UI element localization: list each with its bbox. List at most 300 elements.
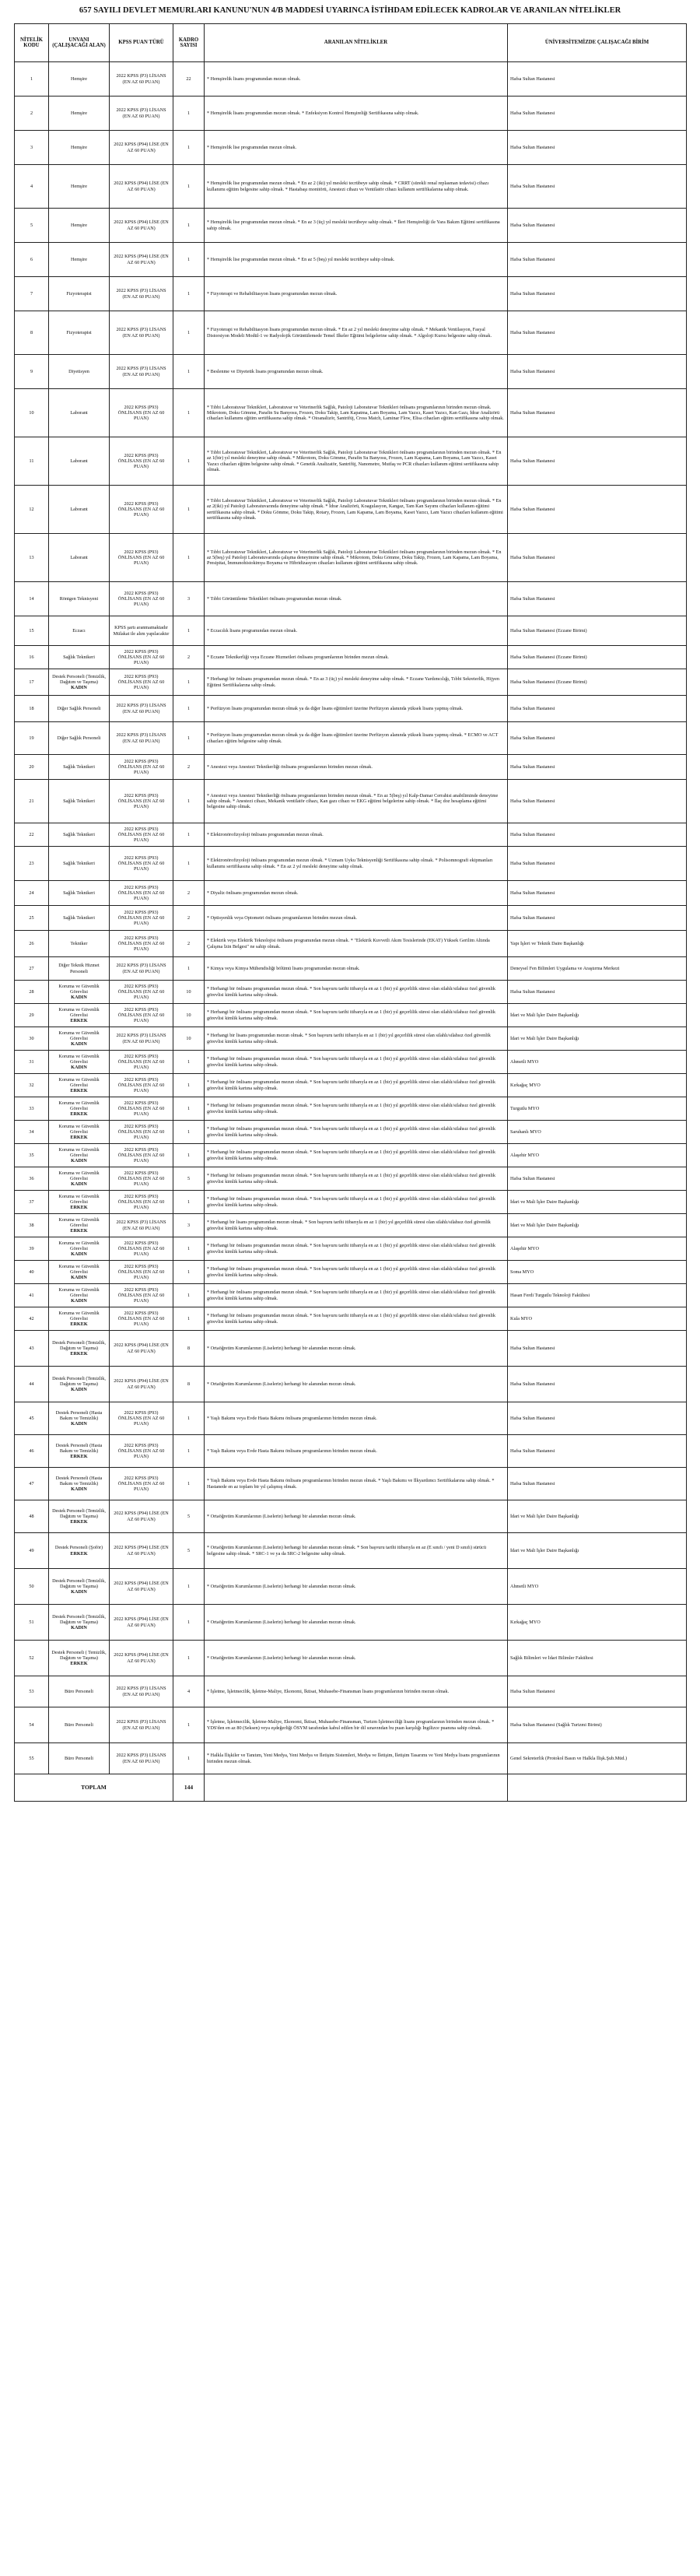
- row-requirements: * Herhangi bir önlisans programından mezun olmak. * Son başvuru tarihi itibarıyla en az 1 (bir) yıl geçerlilik süresi olan silahlı/silahsız özel güvenlik görevlisi kimlik kartına sahip olmak.: [205, 1307, 508, 1331]
- row-requirements: * Hemşirelik lisans programından mezun olmak.: [205, 62, 508, 97]
- table-row: [15, 847, 687, 881]
- table-row: [15, 1051, 687, 1074]
- row-kpss: 2022 KPSS (P94) LİSE (EN AZ 60 PUAN): [110, 1641, 173, 1676]
- row-title-text: Hemşire: [71, 256, 87, 262]
- row-kpss: 2022 KPSS (P93) ÖNLİSANS (EN AZ 60 PUAN): [110, 1144, 173, 1167]
- row-title-text: Destek Personeli (Temizlik, Dağıtım ve Taşıma): [52, 1507, 106, 1519]
- row-requirements: * Herhangi bir önlisans programından mezun olmak. * Son başvuru tarihi itibarıyla en az 1 (bir) yıl geçerlilik süresi olan silahlı/silahsız özel güvenlik görevlisi kimlik kartına sahip olmak.: [205, 1121, 508, 1144]
- row-title-text: Laborant: [70, 506, 88, 512]
- row-unit: Alaşehir MYO: [508, 1144, 687, 1167]
- row-title: [49, 957, 110, 981]
- row-requirements: * Tıbbi Laboratuvar Teknikleri, Laboratuvar ve Veterinerlik Sağlık, Patoloji Laboratuvar Teknikleri önlisans programlarının birinden mezun olmak. * En az 1(bir) yıl mesleki deneyime sahip olmak. * Mikrotom, Doku Gömme, Parafin Su Banyosu, Frozen, Lam Kapama, Lam Boyama, Lam Yazıcı, Kaset Yazıcı cihazları eğitim belgesine sahip olmak. * Genetik Analizatör, Santrifüj, Nanometre, Mutfaş ve PCR cihazları kullanım eğitimi sertifikasına sahip olmak.: [205, 437, 508, 486]
- row-unit: Hafsa Sultan Hastanesi: [508, 389, 687, 437]
- table-row: [15, 1435, 687, 1468]
- row-kpss: 2022 KPSS (P93) ÖNLİSANS (EN AZ 60 PUAN): [110, 534, 173, 582]
- row-kpss: 2022 KPSS (P94) LİSE (EN AZ 60 PUAN): [110, 1500, 173, 1533]
- row-count: 3: [173, 1214, 205, 1237]
- row-requirements: * Herhangi bir önlisans programından mezun olmak. * Son başvuru tarihi itibarıyla en az 1 (bir) yıl geçerlilik süresi olan silahlı/silahsız özel güvenlik görevlisi kimlik kartına sahip olmak.: [205, 1004, 508, 1027]
- row-title-text: Koruma ve Güvenlik Görevlisi: [58, 1006, 100, 1018]
- row-unit: İdari ve Mali İşler Daire Başkanlığı: [508, 1191, 687, 1214]
- row-unit: Sağlık Bilimleri ve İdari Bilimler Fakültesi: [508, 1641, 687, 1676]
- table-row: [15, 823, 687, 847]
- table-row: [15, 534, 687, 582]
- row-title: [49, 277, 110, 311]
- row-requirements: * Yaşlı Bakımı veya Evde Hasta Bakımı önlisans programlarının birinden mezun olmak. * Yaşlı Bakımı ve İlkyardımcı Sertifikalarına sahip olmak. * Hastanede en az toplam bir yıl çalışmış olmak.: [205, 1468, 508, 1500]
- row-count: 2: [173, 646, 205, 669]
- row-kpss: 2022 KPSS (P94) LİSE (EN AZ 60 PUAN): [110, 209, 173, 243]
- row-title-text: Koruma ve Güvenlik Görevlisi: [58, 1076, 100, 1088]
- row-title-text: Koruma ve Güvenlik Görevlisi: [58, 1310, 100, 1321]
- row-kpss: 2022 KPSS (P3) LİSANS (EN AZ 60 PUAN): [110, 696, 173, 722]
- row-title-text: Koruma ve Güvenlik Görevlisi: [58, 1193, 100, 1205]
- table-row: [15, 1191, 687, 1214]
- row-count: 1: [173, 1707, 205, 1743]
- row-gender: ERKEK: [70, 1321, 88, 1328]
- row-kpss: KPSS şartı aranmamaktadır Mülakat ile alım yapılacaktır: [110, 616, 173, 646]
- row-requirements: * Herhangi bir önlisans programından mezun olmak. * Son başvuru tarihi itibarıyla en az 1 (bir) yıl geçerlilik süresi olan silahlı/silahsız özel güvenlik görevlisi kimlik kartına sahip olmak.: [205, 1284, 508, 1307]
- row-code: 1: [15, 62, 49, 97]
- table-row: [15, 957, 687, 981]
- header-code: NİTELİK KODU: [15, 24, 49, 62]
- row-title-text: Laborant: [70, 554, 88, 560]
- row-title: [49, 1214, 110, 1237]
- row-title: [49, 1367, 110, 1402]
- row-unit: Hafsa Sultan Hastanesi: [508, 906, 687, 931]
- row-title-text: Fizyoterapist: [66, 290, 92, 297]
- row-requirements: * Diyaliz önlisans programından mezun olmak.: [205, 881, 508, 906]
- row-unit: Kırkağaç MYO: [508, 1074, 687, 1097]
- row-title-text: Diyetisyen: [68, 368, 89, 374]
- row-count: 1: [173, 311, 205, 355]
- total-empty-unit: [508, 1774, 687, 1802]
- row-requirements: * Tıbbi Görüntüleme Teknikleri önlisans programından mezun olmak.: [205, 582, 508, 616]
- row-unit: Hafsa Sultan Hastanesi: [508, 131, 687, 165]
- row-title-text: Hemşire: [71, 222, 87, 228]
- table-row: [15, 722, 687, 755]
- table-row: [15, 355, 687, 389]
- row-title-text: Koruma ve Güvenlik Görevlisi: [58, 1286, 100, 1298]
- table-row: [15, 1641, 687, 1676]
- row-unit: Hafsa Sultan Hastanesi (Eczane Birimi): [508, 669, 687, 696]
- row-kpss: 2022 KPSS (P93) ÖNLİSANS (EN AZ 60 PUAN): [110, 906, 173, 931]
- row-requirements: * Herhangi bir lisans programından mezun olmak. * Son başvuru tarihi itibarıyla en az 1 (bir) yıl geçerlilik süresi olan silahlı/silahsız özel güvenlik görevlisi kimlik kartına sahip olmak.: [205, 1214, 508, 1237]
- row-requirements: * Herhangi bir önlisans programından mezun olmak. * Son başvuru tarihi itibarıyla en az 1 (bir) yıl geçerlilik süresi olan silahlı/silahsız özel güvenlik görevlisi kimlik kartına sahip olmak.: [205, 1167, 508, 1191]
- row-code: 15: [15, 616, 49, 646]
- row-requirements: * Fizyoterapi ve Rehabilitasyon lisans programından mezun olmak.: [205, 277, 508, 311]
- row-requirements: * Tıbbi Laboratuvar Teknikleri, Laboratuvar ve Veterinerlik Sağlık, Patoloji Laboratuvar Teknikleri önlisans programlarının birinden mezun olmak. * En az 5(beş) yıl Patoloji Laboratuvarında çalışma deneyimine sahip olmak. * Mikrotom, Doku Gömme, Doku Takip, Frozen, Lam Kapama, Lam Boyama, Presipitat, İmmunohistokimya Boyama ve Hibridizasyon cihazları kullanım eğitimi sertifikasına sahip olmak.: [205, 534, 508, 582]
- row-count: 1: [173, 486, 205, 534]
- table-row: [15, 981, 687, 1004]
- row-count: 1: [173, 437, 205, 486]
- row-unit: Hafsa Sultan Hastanesi: [508, 97, 687, 131]
- row-kpss: 2022 KPSS (P3) LİSANS (EN AZ 60 PUAN): [110, 1743, 173, 1774]
- row-count: 5: [173, 1500, 205, 1533]
- row-requirements: * Herhangi bir önlisans programından mezun olmak. * En az 3 (üç) yıl mesleki deneyime sahip olmak. * Eczane Yardımcılığı, Tıbbi Sekreterlik, Hijyen Eğitimi Sertifikalarına sahip olmak.: [205, 669, 508, 696]
- row-kpss: 2022 KPSS (P93) ÖNLİSANS (EN AZ 60 PUAN): [110, 823, 173, 847]
- row-code: 29: [15, 1004, 49, 1027]
- row-count: 1: [173, 1097, 205, 1121]
- row-kpss: 2022 KPSS (P3) LİSANS (EN AZ 60 PUAN): [110, 1027, 173, 1051]
- row-unit: Hafsa Sultan Hastanesi: [508, 722, 687, 755]
- row-title-text: Büro Personeli: [65, 1688, 93, 1694]
- table-row: [15, 311, 687, 355]
- row-count: 1: [173, 389, 205, 437]
- row-title: [49, 486, 110, 534]
- table-row: [15, 277, 687, 311]
- row-title-text: Sağlık Teknikeri: [63, 890, 95, 896]
- row-title: [49, 1468, 110, 1500]
- row-unit: Hasan Ferdi Turgutlu Teknoloji Fakültesi: [508, 1284, 687, 1307]
- row-code: 33: [15, 1097, 49, 1121]
- row-requirements: * Hemşirelik lise programından mezun olmak.: [205, 131, 508, 165]
- table-row: [15, 1237, 687, 1261]
- row-title-text: Eczacı: [72, 627, 86, 633]
- row-requirements: * Anestezi veya Anestezi Teknikerliği önlisans programlarının birinden mezun olmak. * En az 5(beş) yıl Kalp-Damar Cerrahisi anabiliminde deneyime sahip olmak. * Anestezi cihazı, Mekanik ventilatör cihazı, Kan gazı cihazı ve EKG eğitimi belgelerine sahip olmak. * İlaç doz hesaplama eğitimi belgesine sahip olmak.: [205, 780, 508, 823]
- row-count: 8: [173, 1367, 205, 1402]
- row-title-text: Diğer Teknik Hizmet Personeli: [58, 963, 100, 974]
- row-code: 8: [15, 311, 49, 355]
- row-requirements: * İşletme, İşletmecilik, İşletme-Maliye, Ekonomi, İktisat, Muhasebe-Finansman, Turizm İşletmeciliği lisans programlarının birinden mezun olmak. * YDS'den en az 80 (Seksen) veya eşdeğerliği ÖSYM tarafından kabul edilen bir dil sınavından bu puan karşılığı İngilizce puanına sahip olmak.: [205, 1707, 508, 1743]
- header-requirements: ARANILAN NİTELİKLER: [205, 24, 508, 62]
- row-requirements: * Eczacılık lisans programından mezun olmak.: [205, 616, 508, 646]
- row-code: 17: [15, 669, 49, 696]
- row-code: 18: [15, 696, 49, 722]
- row-title-text: Koruma ve Güvenlik Görevlisi: [58, 1146, 100, 1158]
- row-title-text: Hemşire: [71, 144, 87, 150]
- row-kpss: 2022 KPSS (P93) ÖNLİSANS (EN AZ 60 PUAN): [110, 1237, 173, 1261]
- row-count: 1: [173, 209, 205, 243]
- row-unit: Hafsa Sultan Hastanesi (Eczane Birimi): [508, 646, 687, 669]
- table-row: [15, 696, 687, 722]
- row-title: [49, 62, 110, 97]
- row-unit: Hafsa Sultan Hastanesi: [508, 1676, 687, 1707]
- row-count: 1: [173, 1051, 205, 1074]
- row-unit: Deneysel Fen Bilimleri Uygulama ve Araştırma Merkezi: [508, 957, 687, 981]
- row-unit: Hafsa Sultan Hastanesi: [508, 847, 687, 881]
- row-requirements: * Ortaöğretim Kurumlarının (Liselerin) herhangi bir alanından mezun olmak.: [205, 1569, 508, 1605]
- row-code: 42: [15, 1307, 49, 1331]
- table-row: [15, 616, 687, 646]
- row-gender: KADIN: [71, 1486, 87, 1493]
- row-code: 9: [15, 355, 49, 389]
- row-code: 16: [15, 646, 49, 669]
- table-row: [15, 755, 687, 780]
- row-unit: İdari ve Mali İşler Daire Başkanlığı: [508, 1500, 687, 1533]
- row-title-text: Röntgen Teknisyeni: [59, 595, 99, 602]
- row-unit: Hafsa Sultan Hastanesi: [508, 1331, 687, 1367]
- row-count: 1: [173, 1743, 205, 1774]
- row-gender: KADIN: [71, 1065, 87, 1071]
- row-unit: Soma MYO: [508, 1261, 687, 1284]
- row-unit: Hafsa Sultan Hastanesi: [508, 823, 687, 847]
- row-kpss: 2022 KPSS (P93) ÖNLİSANS (EN AZ 60 PUAN): [110, 931, 173, 957]
- row-unit: Hafsa Sultan Hastanesi (Eczane Birimi): [508, 616, 687, 646]
- row-gender: ERKEK: [70, 1088, 88, 1094]
- row-count: 10: [173, 1004, 205, 1027]
- row-requirements: * Hemşirelik lisans programından mezun olmak. * Enfeksiyon Kontrol Hemşireliği Sertifikasına sahip olmak.: [205, 97, 508, 131]
- row-gender: ERKEK: [70, 1228, 88, 1234]
- row-title: [49, 1641, 110, 1676]
- row-kpss: 2022 KPSS (P93) ÖNLİSANS (EN AZ 60 PUAN): [110, 881, 173, 906]
- row-title: [49, 881, 110, 906]
- row-title-text: Diğer Sağlık Personeli: [57, 735, 101, 741]
- row-count: 1: [173, 616, 205, 646]
- row-count: 1: [173, 1569, 205, 1605]
- row-unit: Turgutlu MYO: [508, 1097, 687, 1121]
- row-title-text: Destek Personeli ( Temizlik, Dağıtım ve Taşıma): [51, 1649, 107, 1661]
- row-unit: Hafsa Sultan Hastanesi: [508, 311, 687, 355]
- row-gender: KADIN: [71, 1421, 87, 1427]
- table-row: [15, 1074, 687, 1097]
- table-row: [15, 1027, 687, 1051]
- row-kpss: 2022 KPSS (P94) LİSE (EN AZ 60 PUAN): [110, 1569, 173, 1605]
- row-code: 7: [15, 277, 49, 311]
- row-requirements: * Perfüzyon lisans programından mezun olmak ya da diğer lisans eğitimleri üzerine Perfüzyon alanında yüksek lisans yapmış olmak. * ECMO ve ACT cihazları eğitim belgesine sahip olmak.: [205, 722, 508, 755]
- row-requirements: * Hemşirelik lise programından mezun olmak. * En az 2 (iki) yıl mesleki tecrübeye sahip olmak. * CRRT (sürekli renal replasman tedavisi) cihazı kullanımı eğitim belgesine sahip olmak. * Hastabaşı monitörü, Anestezi cihazı ve Ventilatör cihazı kullanım sertifikalarına sahip olmak.: [205, 165, 508, 209]
- header-title: UNVANI (ÇALIŞACAĞI ALAN): [49, 24, 110, 62]
- row-unit: Hafsa Sultan Hastanesi: [508, 62, 687, 97]
- row-title-text: Destek Personeli (Temizlik, Dağıtım ve Taşıma): [52, 1613, 106, 1625]
- row-code: 27: [15, 957, 49, 981]
- row-kpss: 2022 KPSS (P93) ÖNLİSANS (EN AZ 60 PUAN): [110, 1402, 173, 1435]
- row-requirements: * Ortaöğretim Kurumlarının (Liselerin) herhangi bir alanından mezun olmak. * Son başvuru tarihi itibarıyla en az (E sınıfı / yeni D sınıfı) sürücü belgesine sahip olmak. * SRC-1 ve ya da SRC-2 belgesine sahip olmak.: [205, 1533, 508, 1569]
- row-count: 1: [173, 696, 205, 722]
- row-unit: Hafsa Sultan Hastanesi: [508, 1402, 687, 1435]
- row-kpss: 2022 KPSS (P93) ÖNLİSANS (EN AZ 60 PUAN): [110, 389, 173, 437]
- row-unit: İdari ve Mali İşler Daire Başkanlığı: [508, 1004, 687, 1027]
- header-count: KADRO SAYISI: [173, 24, 205, 62]
- row-title: [49, 1051, 110, 1074]
- row-title-text: Destek Personeli (Hasta Bakım ve Temizlik): [55, 1409, 103, 1421]
- table-row: [15, 1676, 687, 1707]
- row-unit: Ahmetli MYO: [508, 1569, 687, 1605]
- table-row: [15, 1605, 687, 1641]
- row-gender: ERKEK: [70, 1018, 88, 1024]
- row-title: [49, 311, 110, 355]
- row-count: 1: [173, 669, 205, 696]
- row-unit: İdari ve Mali İşler Daire Başkanlığı: [508, 1214, 687, 1237]
- row-count: 2: [173, 931, 205, 957]
- row-title-text: Destek Personeli (Temizlik, Dağıtım ve Taşıma): [52, 1578, 106, 1589]
- row-code: 46: [15, 1435, 49, 1468]
- row-count: 1: [173, 1237, 205, 1261]
- table-row: [15, 437, 687, 486]
- row-kpss: 2022 KPSS (P94) LİSE (EN AZ 60 PUAN): [110, 131, 173, 165]
- row-count: 1: [173, 1605, 205, 1641]
- row-count: 1: [173, 97, 205, 131]
- row-requirements: * Herhangi bir önlisans programından mezun olmak. * Son başvuru tarihi itibarıyla en az 1 (bir) yıl geçerlilik süresi olan silahlı/silahsız özel güvenlik görevlisi kimlik kartına sahip olmak.: [205, 1074, 508, 1097]
- row-code: 39: [15, 1237, 49, 1261]
- row-title: [49, 209, 110, 243]
- page-title: 657 SAYILI DEVLET MEMURLARI KANUNU'NUN 4/B MADDESİ UYARINCA İSTİHDAM EDİLECEK KADROLAR VE ARANILAN NİTELİKLER: [79, 6, 621, 15]
- row-kpss: 2022 KPSS (P94) LİSE (EN AZ 60 PUAN): [110, 1605, 173, 1641]
- row-count: 10: [173, 1027, 205, 1051]
- row-kpss: 2022 KPSS (P93) ÖNLİSANS (EN AZ 60 PUAN): [110, 780, 173, 823]
- row-title: [49, 1284, 110, 1307]
- row-code: 35: [15, 1144, 49, 1167]
- row-requirements: * Optisyenlik veya Optometri önlisans programlarının birinden mezun olmak.: [205, 906, 508, 931]
- row-code: 28: [15, 981, 49, 1004]
- row-code: 13: [15, 534, 49, 582]
- row-requirements: * Ortaöğretim Kurumlarının (Liselerin) herhangi bir alanından mezun olmak.: [205, 1500, 508, 1533]
- row-kpss: 2022 KPSS (P93) ÖNLİSANS (EN AZ 60 PUAN): [110, 1468, 173, 1500]
- row-count: 1: [173, 1307, 205, 1331]
- row-unit: Hafsa Sultan Hastanesi: [508, 534, 687, 582]
- row-requirements: * Elektronörofizyoloji önlisans programından mezun olmak.: [205, 823, 508, 847]
- row-kpss: 2022 KPSS (P93) ÖNLİSANS (EN AZ 60 PUAN): [110, 1167, 173, 1191]
- row-code: 37: [15, 1191, 49, 1214]
- row-title-text: Diğer Sağlık Personeli: [57, 705, 101, 711]
- row-code: 4: [15, 165, 49, 209]
- row-requirements: * Tıbbi Laboratuvar Teknikleri, Laboratuvar ve Veterinerlik Sağlık, Patoloji Laboratuvar Teknikleri önlisans programlarının birinden mezun olmak. Mikrotom, Doku Gömme, Parafin Su Banyosu, Frozen, Doku Takip, Lam Kapatma, Lam Boyama, Lam Yazıcı, Kaset Yazıcı, Kan Gazı, İdrar Analizörü cihazları kullanımı eğitim sertifikasına sahip olmak. * Otoanalizör, Santrifüj, Cross Match, Laminar Flow, Elisa cihazları eğitim sertifikasına sahip olmak.: [205, 389, 508, 437]
- row-title: [49, 931, 110, 957]
- row-code: 55: [15, 1743, 49, 1774]
- row-kpss: 2022 KPSS (P93) ÖNLİSANS (EN AZ 60 PUAN): [110, 1097, 173, 1121]
- row-kpss: 2022 KPSS (P94) LİSE (EN AZ 60 PUAN): [110, 165, 173, 209]
- row-code: 36: [15, 1167, 49, 1191]
- row-gender: ERKEK: [70, 1454, 88, 1460]
- row-title-text: Destek Personeli (Hasta Bakım ve Temizlik): [55, 1442, 103, 1454]
- row-code: 54: [15, 1707, 49, 1743]
- row-kpss: 2022 KPSS (P3) LİSANS (EN AZ 60 PUAN): [110, 277, 173, 311]
- row-title-text: Hemşire: [71, 110, 87, 116]
- row-title: [49, 1097, 110, 1121]
- row-title-text: Koruma ve Güvenlik Görevlisi: [58, 1240, 100, 1251]
- row-gender: KADIN: [71, 995, 87, 1001]
- table-row: [15, 1121, 687, 1144]
- row-title-text: Laborant: [70, 458, 88, 464]
- row-title: [49, 1074, 110, 1097]
- row-title: [49, 1144, 110, 1167]
- row-count: 3: [173, 582, 205, 616]
- row-unit: Hafsa Sultan Hastanesi: [508, 277, 687, 311]
- row-title-text: Koruma ve Güvenlik Görevlisi: [58, 1216, 100, 1228]
- row-unit: Hafsa Sultan Hastanesi: [508, 780, 687, 823]
- row-title-text: Hemşire: [71, 183, 87, 189]
- row-title: [49, 582, 110, 616]
- total-count: 144: [173, 1774, 205, 1802]
- row-requirements: * Beslenme ve Diyetetik lisans programından mezun olmak.: [205, 355, 508, 389]
- row-title: [49, 1167, 110, 1191]
- row-requirements: * Herhangi bir lisans programından mezun olmak. * Son başvuru tarihi itibarıyla en az 1 (bir) yıl geçerlilik süresi olan silahlı/silahsız özel güvenlik görevlisi kimlik kartına sahip olmak.: [205, 1027, 508, 1051]
- row-title: [49, 669, 110, 696]
- row-unit: Hafsa Sultan Hastanesi: [508, 1468, 687, 1500]
- row-requirements: * Ortaöğretim Kurumlarının (Liselerin) herhangi bir alanından mezun olmak.: [205, 1367, 508, 1402]
- row-kpss: 2022 KPSS (P93) ÖNLİSANS (EN AZ 60 PUAN): [110, 755, 173, 780]
- table-row: [15, 1214, 687, 1237]
- row-title: [49, 722, 110, 755]
- row-kpss: 2022 KPSS (P93) ÖNLİSANS (EN AZ 60 PUAN): [110, 1121, 173, 1144]
- row-code: 24: [15, 881, 49, 906]
- row-title-text: Sağlık Teknikeri: [63, 654, 95, 660]
- row-code: 19: [15, 722, 49, 755]
- row-title-text: Koruma ve Güvenlik Görevlisi: [58, 1170, 100, 1181]
- row-code: 38: [15, 1214, 49, 1237]
- row-count: 2: [173, 881, 205, 906]
- row-unit: Hafsa Sultan Hastanesi: [508, 582, 687, 616]
- row-gender: ERKEK: [70, 1351, 88, 1357]
- row-requirements: * Elektrik veya Elektrik Teknolojisi önlisans programından mezun olmak. * "Elektrik Kuvvetli Akım Tesislerinde (EKAT) Yüksek Gerilim Altında Çalışma İzin Belgesi" ne sahip olmak.: [205, 931, 508, 957]
- table-row: [15, 1743, 687, 1774]
- row-title: [49, 1027, 110, 1051]
- row-title: [49, 437, 110, 486]
- row-requirements: * Herhangi bir önlisans programından mezun olmak. * Son başvuru tarihi itibarıyla en az 1 (bir) yıl geçerlilik süresi olan silahlı/silahsız özel güvenlik görevlisi kimlik kartına sahip olmak.: [205, 981, 508, 1004]
- row-title: [49, 1237, 110, 1261]
- row-code: 34: [15, 1121, 49, 1144]
- row-code: 52: [15, 1641, 49, 1676]
- row-count: 4: [173, 1676, 205, 1707]
- table-row: [15, 669, 687, 696]
- row-unit: Hafsa Sultan Hastanesi: [508, 1435, 687, 1468]
- row-unit: Hafsa Sultan Hastanesi: [508, 981, 687, 1004]
- row-count: 1: [173, 1284, 205, 1307]
- row-unit: Hafsa Sultan Hastanesi: [508, 486, 687, 534]
- row-kpss: 2022 KPSS (P93) ÖNLİSANS (EN AZ 60 PUAN): [110, 486, 173, 534]
- table-row: [15, 881, 687, 906]
- row-code: 12: [15, 486, 49, 534]
- row-title: [49, 1500, 110, 1533]
- row-unit: Hafsa Sultan Hastanesi: [508, 1367, 687, 1402]
- row-code: 48: [15, 1500, 49, 1533]
- row-gender: KADIN: [71, 1275, 87, 1281]
- row-title-text: Sağlık Teknikeri: [63, 798, 95, 804]
- row-count: 1: [173, 243, 205, 277]
- row-title-text: Sağlık Teknikeri: [63, 831, 95, 837]
- row-kpss: 2022 KPSS (P93) ÖNLİSANS (EN AZ 60 PUAN): [110, 847, 173, 881]
- row-requirements: * Perfüzyon lisans programından mezun olmak ya da diğer lisans eğitimleri üzerine Perfüzyon alanında yüksek lisans yapmış olmak.: [205, 696, 508, 722]
- row-count: 1: [173, 1261, 205, 1284]
- row-unit: Hafsa Sultan Hastanesi: [508, 881, 687, 906]
- row-count: 1: [173, 277, 205, 311]
- row-code: 41: [15, 1284, 49, 1307]
- row-kpss: 2022 KPSS (P93) ÖNLİSANS (EN AZ 60 PUAN): [110, 1004, 173, 1027]
- row-unit: Hafsa Sultan Hastanesi (Sağlık Turizmi Birimi): [508, 1707, 687, 1743]
- row-requirements: * Tıbbi Laboratuvar Teknikleri, Laboratuvar ve Veterinerlik Sağlık, Patoloji Laboratuvar Teknikleri önlisans programlarının birinden mezun olmak. * En az 2(iki) yıl Patoloji Laboratuvarında deneyime sahip olmak. * İdrar Analizörü, Koagulasyon, Kangaz, Tam Kan Sayımı cihazları kullanım eğitimi sertifikasına sahip olmak. * Doku Gömme, Doku Takip, Rotary, Frozen, Lam Kapama, Lam Boyama, Kaset Yazıcı, Lam Yazıcı cihazları kullanım eğitimi sertifikasına sahip olmak.: [205, 486, 508, 534]
- table-row: [15, 1331, 687, 1367]
- table-row: [15, 1004, 687, 1027]
- row-title: [49, 780, 110, 823]
- table-row: [15, 1500, 687, 1533]
- row-kpss: 2022 KPSS (P93) ÖNLİSANS (EN AZ 60 PUAN): [110, 646, 173, 669]
- row-title: [49, 1605, 110, 1641]
- row-requirements: * Ortaöğretim Kurumlarının (Liselerin) herhangi bir alanından mezun olmak.: [205, 1641, 508, 1676]
- row-code: 30: [15, 1027, 49, 1051]
- row-kpss: 2022 KPSS (P93) ÖNLİSANS (EN AZ 60 PUAN): [110, 1191, 173, 1214]
- row-title-text: Destek Personeli (Temizlik, Dağıtım ve Taşıma): [52, 1375, 106, 1387]
- table-row: [15, 582, 687, 616]
- row-code: 10: [15, 389, 49, 437]
- row-title: [49, 1402, 110, 1435]
- row-code: 47: [15, 1468, 49, 1500]
- row-title-text: Koruma ve Güvenlik Görevlisi: [58, 1100, 100, 1111]
- row-title-text: Büro Personeli: [65, 1755, 93, 1761]
- row-gender: KADIN: [71, 1625, 87, 1631]
- table-row: [15, 1097, 687, 1121]
- row-count: 1: [173, 1144, 205, 1167]
- row-title-text: Hemşire: [71, 75, 87, 82]
- row-title: [49, 243, 110, 277]
- row-kpss: 2022 KPSS (P93) ÖNLİSANS (EN AZ 60 PUAN): [110, 1307, 173, 1331]
- row-code: 31: [15, 1051, 49, 1074]
- table-row: [15, 165, 687, 209]
- table-row: [15, 486, 687, 534]
- row-gender: KADIN: [71, 1041, 87, 1048]
- table-row: [15, 1468, 687, 1500]
- row-kpss: 2022 KPSS (P93) ÖNLİSANS (EN AZ 60 PUAN): [110, 1051, 173, 1074]
- row-unit: Genel Sekreterlik (Protokol Basın ve Halkla İlişk.Şub.Müd.): [508, 1743, 687, 1774]
- row-title: [49, 823, 110, 847]
- row-count: 22: [173, 62, 205, 97]
